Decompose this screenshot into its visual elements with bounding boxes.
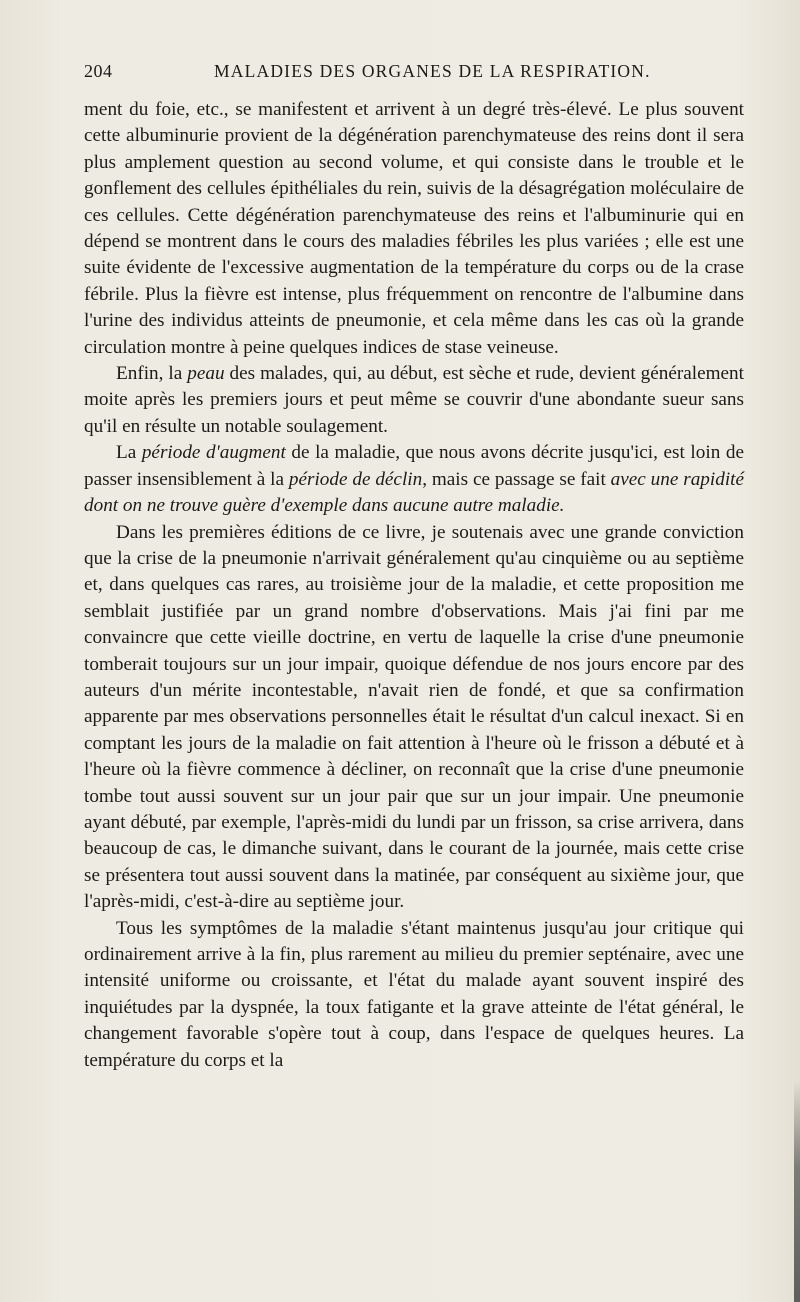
page-edge-shadow [794,1080,800,1302]
paragraph-text: des malades, qui, au début, est sèche et rude, devient généralement moite après les premiers jours et peut même se couvrir d'une abondante sueur sans qu'il en résulte un notable soulagement. [84,363,744,437]
page-number: 204 [84,61,113,81]
paragraph-text: ment du foie, etc., se manifestent et arrivent à un degré très-élevé. Le plus souvent cette albuminurie provient de la dégénération parenchymateuse des reins dont il sera plus amplement question au second volume, et qui consiste dans le trouble et le gonflement des cellules épithéliales du rein, suivis de la désagrégation moléculaire de ces cellules. Cette dégénération parenchymateuse des reins et l'albuminurie qui en dépend se montrent dans le cours des maladies fébriles les plus variées ; elle est une suite évidente de l'excessive augmentation de la température du corps ou de la crase fébrile. Plus la fièvre est intense, plus fréquemment on rencontre de l'albumine dans l'urine des individus atteints de pneumonie, et cela même dans les cas où la grande circulation montre à peine quelques indices de stase veineuse. [84,99,744,358]
page-header [84,61,742,91]
paragraph-text: Dans les premières éditions de ce livre, je soutenais avec une grande conviction que la crise de la pneumonie n'arrivait généralement qu'au cinquième ou au septième et, dans quelques cas rares, au troisième jour de la maladie, et cette proposition me semblait justifiée par un grand nombre d'observations. Mais j'ai fini par me convaincre que cette vieille doctrine, en vertu de laquelle la crise d'une pneumonie tomberait toujours sur un jour impair, quoique défendue de nos jours encore par des auteurs d'un mérite incontestable, n'avait rien de fondé, et que sa confirmation apparente par mes observations personnelles était le résultat d'un calcul inexact. Si en comptant les jours de la maladie on fait attention à l'heure où le frisson a débuté et à l'heure où la fièvre commence à décliner, on reconnaît que la crise d'une pneumonie tombe tout aussi souvent sur un jour pair que sur un jour impair. Une pneumonie ayant débuté, par exemple, l'après-midi du lundi par un frisson, sa crise arrivera, dans beaucoup de cas, le dimanche suivant, dans le courant de la journée, mais cette crise se présentera tout aussi souvent dans la matinée, par conséquent au sixième jour, que l'après-midi, c'est-à-dire au septième jour. [84,521,744,913]
italic-text: période de déclin [288,468,423,490]
paragraph [84,440,744,519]
paragraph [84,361,744,440]
paragraph-text: , mais ce passage se fait [422,468,611,490]
body-text [84,97,744,1074]
paragraph-text: de la maladie, que nous avons décrite jusqu'ici, est loin de passer insensiblement à la [84,442,744,490]
italic-text: période d'augment [141,442,286,464]
paragraph [84,916,744,1074]
running-title: MALADIES DES ORGANES DE LA RESPIRATION. [214,61,651,81]
paragraph [84,97,744,361]
paragraph-text: Tous les symptômes de la maladie s'étant maintenus jusqu'au jour critique qui ordinairement arrive à la fin, plus rarement au milieu du premier septénaire, avec une intensité uniforme ou croissante, et l'état du malade ayant souvent inspiré des inquiétudes par la dyspnée, la toux fatigante et la grave atteinte de l'état général, le changement favorable s'opère tout à coup, dans l'espace de quelques heures. La température du corps et la [84,917,744,1071]
italic-text: avec une rapidité dont on ne trouve guère d'exemple dans aucune autre maladie. [84,468,744,517]
paragraph-text: Enfin, la [116,363,188,385]
paragraph [84,520,744,916]
paragraph-text: La [116,442,142,464]
italic-text: peau [187,363,225,385]
